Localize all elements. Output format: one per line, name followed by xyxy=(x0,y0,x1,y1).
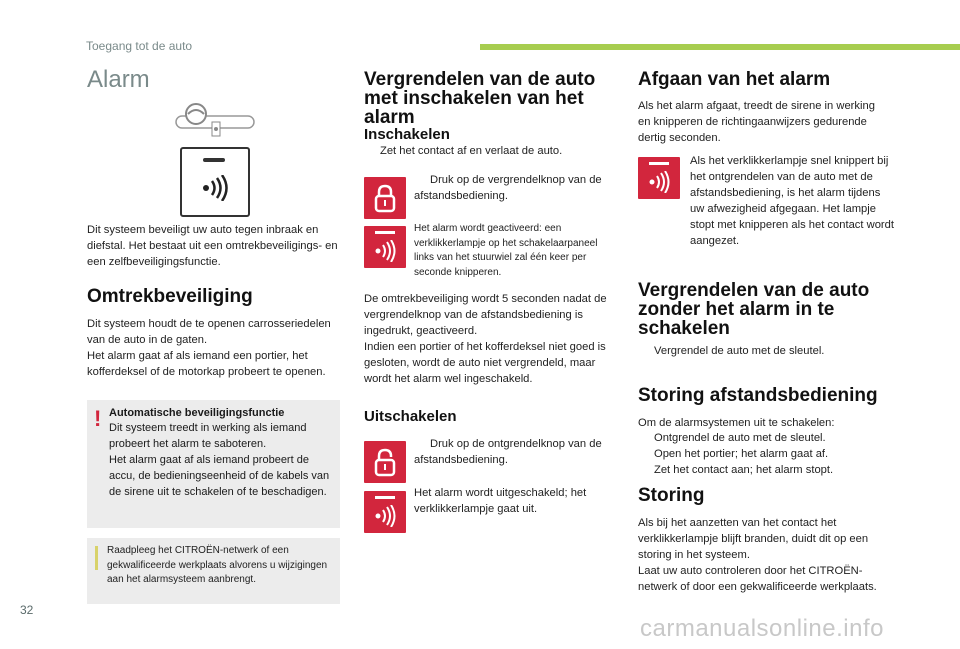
storing-text: Als bij het aanzetten van het contact het verklikkerlampje blijft branden, duidt dit op een storing in het systeem. Laat uw auto controleren door het CITROËN-netwerk of door een gekwalificeerde werkplaats. xyxy=(638,517,877,593)
omtrek-text: Dit systeem houdt de te openen carrosseriedelen van de auto in de gaten. Het alarm gaat af als iemand een portier, het kofferdeksel of de motorkap probeert te openen. xyxy=(87,318,331,378)
storing-afst-intro: Om de alarmsystemen uit te schakelen: xyxy=(638,417,835,429)
storing-afst-bullet-3 xyxy=(638,462,888,478)
intro-text: Dit systeem beveiligt uw auto tegen inbraak en diefstal. Het bestaat uit een omtrekbeveiligings- en een zelfbeveiligingsfunctie. xyxy=(87,224,338,268)
uitschakelen-heading: Uitschakelen xyxy=(364,408,457,425)
alarm-tripped-tile xyxy=(638,157,680,199)
storing-afst-bullet-3-text: Zet het contact aan; het alarm stopt. xyxy=(654,464,834,476)
storing-afst-bullet-2-text: Open het portier; het alarm gaat af. xyxy=(654,448,829,460)
dash-icon xyxy=(375,496,395,499)
alarm-signal-icon xyxy=(374,240,398,262)
lock-step-text: Druk op de vergrendelknop van de afstandsbediening. xyxy=(414,174,602,202)
alarm-signal-icon xyxy=(648,171,672,193)
interior-mirror-illustration xyxy=(172,100,258,140)
storing-afst-bullet-1-text: Ontgrendel de auto met de sleutel. xyxy=(654,432,826,444)
info-text: Raadpleeg het CITROËN-netwerk of een gekwalificeerde werkplaats alvorens u wijzigingen aan het alarmsysteem aanbrengt. xyxy=(107,545,328,585)
info-box xyxy=(87,538,340,604)
omtrek-heading: Omtrekbeveiliging xyxy=(87,286,253,307)
warning-text: Dit systeem treedt in werking als iemand probeert het alarm te saboteren. Het alarm gaat af als iemand probeert de accu, de bedieningseenheid of de kabels van de sirene uit te schakelen of te beschadigen. xyxy=(109,422,330,498)
afgaan-tile-text: Als het verklikkerlampje snel knippert bij het ontgrendelen van de auto met de afstandsbediening, is het alarm tijdens uw afwezigheid afgegaan. Het lampje stopt met knipperen als het contact wordt aangezet. xyxy=(690,155,894,247)
page-title: Alarm xyxy=(87,66,150,93)
alarm-button-illustration xyxy=(180,147,250,217)
lock-step xyxy=(414,172,610,204)
dash-icon xyxy=(375,231,395,234)
dash-icon xyxy=(649,162,669,165)
storing-afst-heading: Storing afstandsbediening xyxy=(638,385,878,406)
storing-heading: Storing xyxy=(638,485,705,506)
alarm-signal-icon xyxy=(200,175,232,201)
padlock-open-icon xyxy=(372,447,398,477)
inschakelen-heading: Inschakelen xyxy=(364,126,450,143)
deactivated-text: Het alarm wordt uitgeschakeld; het verklikkerlampje gaat uit. xyxy=(414,487,587,515)
inschakelen-bullet-text: Zet het contact af en verlaat de auto. xyxy=(380,145,563,157)
activated-text: Het alarm wordt geactiveerd: een verklikkerlampje op het schakelaarpaneel links van het stuurwiel zal één keer per seconde knipperen. xyxy=(414,223,598,278)
zonder-bullet xyxy=(638,343,888,359)
zonder-heading: Vergrendelen van de auto zonder het alarm in te schakelen xyxy=(638,280,870,339)
padlock-closed-icon xyxy=(372,183,398,213)
col2-heading: Vergrendelen van de auto met inschakelen van het alarm xyxy=(364,69,596,128)
section-header: Toegang tot de auto xyxy=(86,39,193,53)
warning-icon: ! xyxy=(94,406,102,431)
page-number: 32 xyxy=(20,603,34,617)
section-accent-bar xyxy=(480,44,960,50)
alarm-off-tile xyxy=(364,491,406,533)
zonder-bullet-text: Vergrendel de auto met de sleutel. xyxy=(654,345,825,357)
alarm-tile xyxy=(364,226,406,268)
alarm-signal-icon xyxy=(374,505,398,527)
lock-tile xyxy=(364,177,406,219)
button-slot-icon xyxy=(203,158,225,162)
storing-afst-bullet-2 xyxy=(638,446,888,462)
warning-box xyxy=(87,400,340,528)
watermark: carmanualsonline.info xyxy=(640,615,884,642)
unlock-step-text: Druk op de ontgrendelknop van de afstandsbediening. xyxy=(414,438,602,466)
afgaan-heading: Afgaan van het alarm xyxy=(638,69,831,90)
info-icon xyxy=(95,546,98,570)
unlock-tile xyxy=(364,441,406,483)
afgaan-text: Als het alarm afgaat, treedt de sirene in werking en knipperen de richtingaanwijzers gedurende dertig seconden. xyxy=(638,100,875,144)
inschakelen-bullet xyxy=(364,143,614,159)
unlock-step xyxy=(414,436,610,468)
storing-afst-bullet-1 xyxy=(638,430,888,446)
delay-text: De omtrekbeveiliging wordt 5 seconden nadat de vergrendelknop van de afstandsbediening is ingedrukt, geactiveerd. Indien een portier of het kofferdeksel niet goed is gesloten, wordt de auto niet vergrendeld, maar wordt het alarm wel ingeschakeld. xyxy=(364,293,607,385)
warning-title: Automatische beveiligingsfunctie xyxy=(109,407,285,419)
